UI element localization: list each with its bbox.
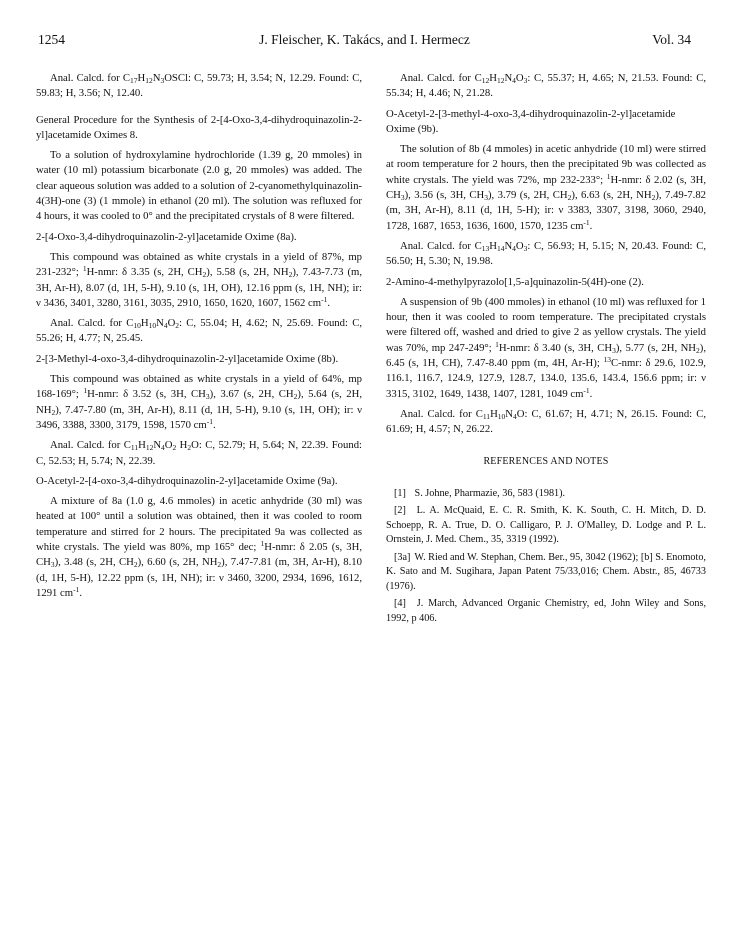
compound-2-paragraph: A suspension of 9b (400 mmoles) in ethanol (10 ml) was refluxed for 1 hour, then it was cooled to room temperature. The precipitated crystals were filtered off, washed and dried to give 2 as yellow crystals. The yield was 70%, mp 247-249°; $^1$H-nmr: δ 3.40 (s, 3H, $CH_3$), 5.77 (s, 2H, $NH_2$), 6.45 (s, 1H, CH), 7.47-8.40 ppm (m, 4H, Ar-H); $^{13}$C-nmr: δ 29.6, 102.9, 116.1, 116.7, 124.9, 127.9, 128.7, 134.0, 135.6, 143.4, 156.6 ppm; ir: ν 3315, 3102, 1649, 1438, 1407, 1281, 1049 $cm^{-1}$. <box>386 295 706 400</box>
procedure-paragraph: To a solution of hydroxylamine hydrochloride (1.39 g, 20 mmoles) in water (10 ml) potassium bicarbonate (2.0 g, 20 mmoles) was added. The clear aqueous solution was added to a solution of 2-cyanomethylquinazolin-4(3H)-one (3) (1 mmole) in ethanol (20 ml). The solution was refluxed for 4 hours, it was cooled to 0° and the precipitated crystals of 8 were filtered. <box>36 149 362 223</box>
references-list <box>386 487 706 627</box>
compound-9b-paragraph: The solution of 8b (4 mmoles) in acetic anhydride (10 ml) were stirred at room temperature for 2 hours, then the precipitated 9b was collected as white crystals. The yield was 72%, mp 232-233°; $^1$H-nmr: δ 2.02 (s, 3H, $CH_3$), 3.56 (s, 3H, $CH_3$), 3.79 (s, 2H, $CH_2$), 6.63 (s, 2H, $NH_2$), 7.49-7.82 (m, 3H, Ar-H), 8.11 (d, 1H, 5-H); ir: ν 3383, 3307, 3198, 3060, 2940, 1728, 1687, 1653, 1636, 1600, 1570, 1235 $cm^{-1}$. <box>386 143 707 232</box>
compound-8a-paragraph: This compound was obtained as white crystals in a yield of 87%, mp 231-232°; $^1$H-nmr: δ 3.35 (s, 2H, $CH_2$), 5.58 (s, 2H, $NH_2$), 7.43-7.73 (m, 3H, Ar-H), 8.07 (d, 1H, 5-H), 9.10 (s, 1H, OH), 12.16 ppm (s, 1H, NH); ir: ν 3436, 3401, 3280, 3161, 3035, 2910, 1650, 1620, 1607, 1562 $cm^{-1}$. <box>36 250 362 309</box>
volume-label: Vol. 34 <box>652 32 691 47</box>
analysis-paragraph: Anal. Calcd. for $C_{17}H_{12}N_3OSCl$: C, 59.73; H, 3.54; N, 12.29. Found: C, 59.83; H, 3.56; N, 12.40. <box>36 72 362 100</box>
right-column <box>386 71 706 629</box>
page-number: 1254 <box>38 32 65 47</box>
running-header <box>38 32 691 50</box>
compound-8b-paragraph: This compound was obtained as white crystals in a yield of 64%, mp 168-169°; $^1$H-nmr: δ 3.52 (s, 3H, $CH_3$), 3.67 (s, 2H, $CH_2$), 5.64 (s, 2H, $NH_2$), 7.47-7.80 (m, 3H, Ar-H), 8.11 (d, 1H, 5-H), 9.10 (s, 1H, OH); ir: ν 3496, 3388, 3300, 3179, 1598, 1570 $cm^{-1}$. <box>36 373 363 431</box>
analysis-paragraph: Anal. Calcd. for $C_{12}H_{12}N_4O_3$: C, 55.37; H, 4.65; N, 21.53. Found: C, 55.34; H, 4.46; N, 21.28. <box>386 72 707 100</box>
reference-item: [4] J. March, Advanced Organic Chemistry, ed, John Wiley and Sons, 1992, p 406. <box>386 598 707 624</box>
compound-8a-analysis: Anal. Calcd. for $C_{10}H_{10}N_4O_2$: C, 55.04; H, 4.62; N, 25.69. Found: C, 55.26; H, 4.77; N, 25.45. <box>36 317 363 345</box>
left-column <box>36 71 362 606</box>
compound-9a-paragraph: A mixture of 8a (1.0 g, 4.6 mmoles) in acetic anhydride (30 ml) was heated at 100° until a solution was obtained, then it was cooled to room temperature and stirred for 2 hours. The precipitated 9a was collected as white crystals. The yield was 80%, mp 165° dec; $^1$H-nmr: δ 2.05 (s, 3H, $CH_3$), 3.48 (s, 2H, $CH_2$), 6.60 (s, 2H, $NH_2$), 7.47-7.81 (m, 3H, Ar-H), 8.10 (d, 1H, 5-H), 12.22 ppm (s, 1H, NH); ir: ν 3460, 3200, 2934, 1696, 1612, 1291 $cm^{-1}$. <box>36 495 362 599</box>
procedure-heading: General Procedure for the Synthesis of 2-[4-Oxo-3,4-dihydroquinazolin-2-yl]acetamide Oximes 8. <box>36 113 362 141</box>
reference-item: [2] L. A. McQuaid, E. C. R. Smith, K. K. South, C. H. Mitch, D. D. Schoepp, R. A. True, D. O. Calligaro, P. J. O'Malley, D. Lodge and P. L. Ornstein, J. Med. Chem., 35, 3319 (1992). <box>386 505 706 546</box>
compound-8b-analysis: Anal. Calcd. for $C_{11}H_{12}N_4O_2$ $H_2O$: C, 52.79; H, 5.64; N, 22.39. Found: C, 52.53; H, 5.74; N, 22.39. <box>36 439 363 467</box>
compound-9b-heading: O-Acetyl-2-[3-methyl-4-oxo-3,4-dihydroquinazolin-2-yl]acetamide Oxime (9b). <box>386 107 676 135</box>
reference-item: [3a] W. Ried and W. Stephan, Chem. Ber., 95, 3042 (1962); [b] S. Enomoto, K. Sato and M. Sugihara, Japan Patent 75/33,016; Chem. Abstr., 85, 46733 (1976). <box>386 551 706 592</box>
compound-9a-heading: O-Acetyl-2-[4-oxo-3,4-dihydroquinazolin-2-yl]acetamide Oxime (9a). <box>36 474 338 487</box>
compound-9b-analysis: Anal. Calcd. for $C_{13}H_{14}N_4O_3$: C, 56.93; H, 5.15; N, 20.43. Found: C, 56.50; H, 5.30; N, 19.98. <box>386 239 707 268</box>
compound-2-heading: 2-Amino-4-methylpyrazolo[1,5-a]quinazolin-5(4H)-one (2). <box>386 275 644 288</box>
compound-8b-heading: 2-[3-Methyl-4-oxo-3,4-dihydroquinazolin-2-yl]acetamide Oxime (8b). <box>36 352 339 365</box>
references-heading: REFERENCES AND NOTES <box>483 455 609 467</box>
compound-8a-heading: 2-[4-Oxo-3,4-dihydroquinazolin-2-yl]acetamide Oxime (8a). <box>36 230 297 243</box>
running-authors: J. Fleischer, K. Takács, and I. Hermecz <box>259 32 470 47</box>
compound-2-analysis: Anal. Calcd. for $C_{11}H_{10}N_4O$: C, 61.67; H, 4.71; N, 26.15. Found: C, 61.69; H, 4.57; N, 26.22. <box>386 407 707 436</box>
reference-item: [1] S. Johne, Pharmazie, 36, 583 (1981). <box>394 487 566 499</box>
